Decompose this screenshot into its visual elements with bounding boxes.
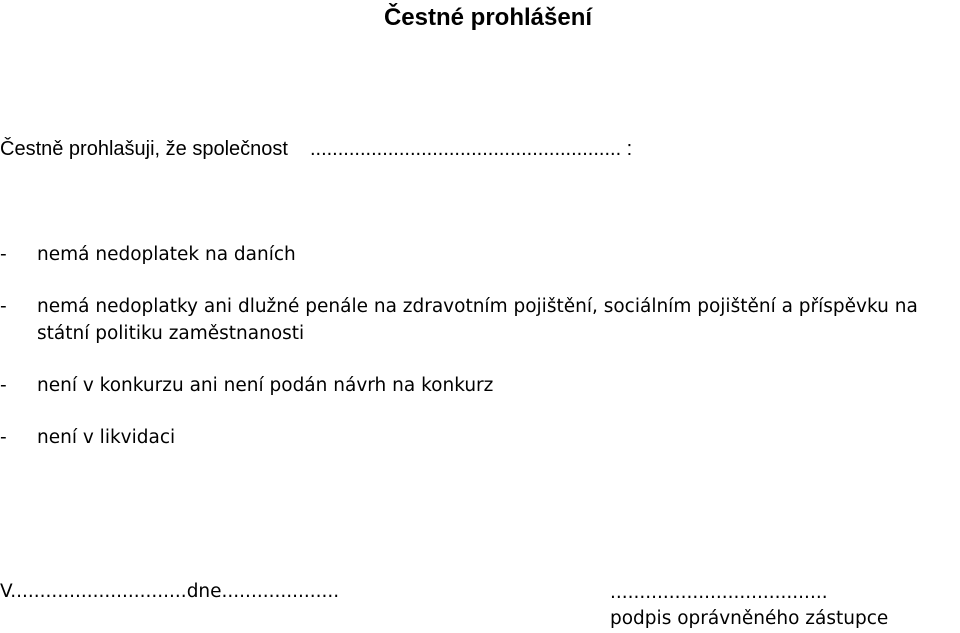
- item-text: nemá nedoplatek na daních: [37, 244, 296, 265]
- place-date-line: V..............................dne....................: [0, 581, 340, 602]
- signature-line: .....................................: [610, 582, 828, 603]
- item-dash: -: [0, 375, 7, 396]
- company-name-blank: ........................................................ :: [309, 138, 633, 160]
- declaration-item-tax: [0, 241, 960, 268]
- signature-block: [610, 580, 888, 632]
- item-text: není v konkurzu ani není podán návrh na konkurz: [37, 375, 494, 396]
- item-dash: -: [0, 244, 7, 265]
- declaration-item-liquidation: [0, 424, 960, 451]
- intro-text: Čestně prohlašuji, že společnost: [0, 138, 288, 160]
- signature-label: podpis oprávněného zástupce: [610, 608, 889, 629]
- declaration-intro: [0, 137, 632, 161]
- document-title: Čestné prohlášení: [383, 4, 593, 31]
- item-dash: -: [0, 427, 7, 448]
- declaration-item-insurance: [0, 293, 960, 347]
- item-text: není v likvidaci: [37, 427, 176, 448]
- declaration-item-bankruptcy: [0, 372, 960, 399]
- item-text: nemá nedoplatky ani dlužné penále na zdravotním pojištění, sociálním pojištění a příspěvku na státní politiku zaměstnanosti: [37, 296, 918, 344]
- item-dash: -: [0, 296, 7, 317]
